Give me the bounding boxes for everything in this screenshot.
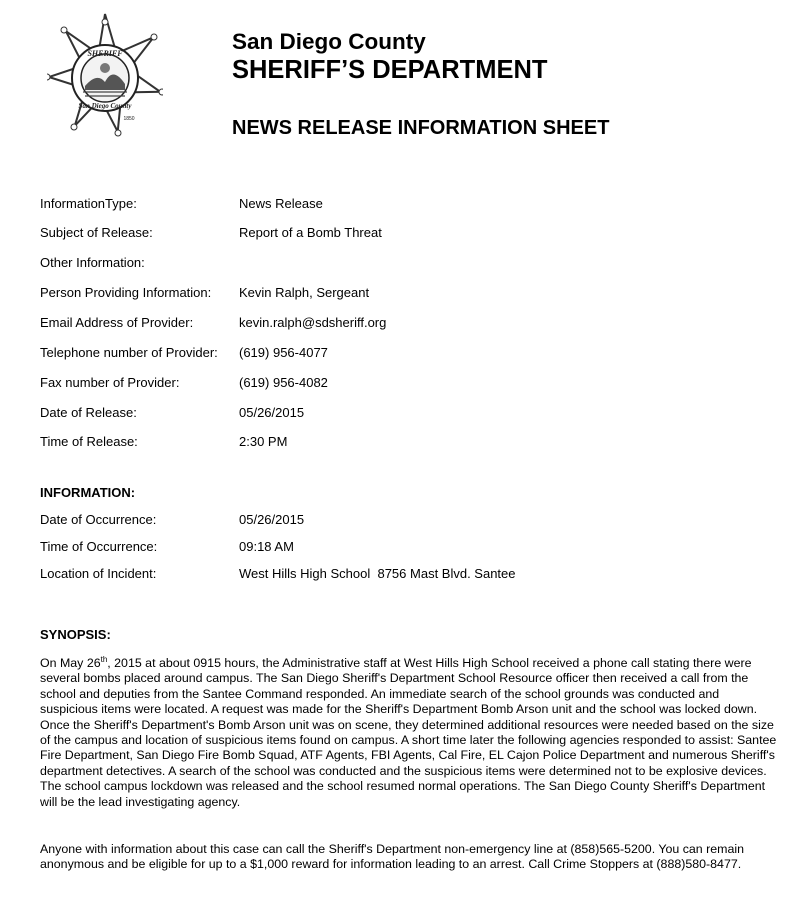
- badge-year: 1850: [123, 116, 135, 122]
- synopsis-paragraph: [40, 656, 780, 810]
- synopsis-body: , 2015 at about 0915 hours, the Administrative staff at West Hills High School received a phone call stating there were several bombs placed around campus. The San Diego Sheriff's Department School Resource officer then received a call from the school and deputies from the Santee Command responded. An immediate search of the school grounds was conducted and suspicious items were located. A request was made for the Sheriff's Department Bomb Arson unit and the school was locked down. Once the Sheriff's Department's Bomb Arson unit was on scene, they determined additional resources were needed based on the size of the campus and location of suspicious items found on campus. A short time later the following agencies responded to assist: Santee Fire Department, San Diego Fire Bomb Squad, ATF Agents, FBI Agents, Cal Fire, EL Cajon Police Department and numerous Sheriff's department detectives. A search of the school was conducted and the suspicious items were determined not to be explosive devices. The school campus lockdown was released and the school resumed normal operations. The San Diego County Sheriff's Department will be the lead investigating agency.: [40, 656, 777, 809]
- value-time-of-occurrence: 09:18 AM: [239, 539, 294, 554]
- label-time-of-occurrence: Time of Occurrence:: [40, 539, 158, 554]
- label-information-type: InformationType:: [40, 196, 137, 211]
- badge-text-bottom: San Diego County: [78, 102, 132, 110]
- synopsis-start: On May 26: [40, 656, 101, 670]
- label-email: Email Address of Provider:: [40, 315, 194, 330]
- label-date-of-release: Date of Release:: [40, 405, 137, 420]
- value-date-of-release: 05/26/2015: [239, 405, 305, 420]
- org-name-county: San Diego County: [232, 29, 426, 54]
- value-person-providing: Kevin Ralph, Sergeant: [239, 285, 370, 300]
- label-other-information: Other Information:: [40, 255, 145, 270]
- value-time-of-release: 2:30 PM: [239, 434, 288, 449]
- label-subject: Subject of Release:: [40, 225, 153, 240]
- sheet-title: NEWS RELEASE INFORMATION SHEET: [232, 117, 610, 139]
- sheriff-star-badge-icon: [47, 12, 163, 140]
- contact-paragraph: Anyone with information about this case can call the Sheriff's Department non-emergency line at (858)565-5200. You can remain anonymous and be eligible for up to a $1,000 reward for information leading to an arrest. Call Crime Stoppers at (888)580-8477.: [40, 842, 744, 872]
- label-telephone: Telephone number of Provider:: [40, 345, 218, 360]
- label-person-providing: Person Providing Information:: [40, 285, 212, 300]
- badge-text-top: SHERIFF: [87, 49, 123, 58]
- label-date-of-occurrence: Date of Occurrence:: [40, 512, 157, 527]
- synopsis-ordinal-suffix: th: [100, 655, 108, 664]
- label-fax: Fax number of Provider:: [40, 375, 180, 390]
- value-fax: (619) 956-4082: [239, 375, 328, 390]
- value-date-of-occurrence: 05/26/2015: [239, 512, 305, 527]
- synopsis-heading: SYNOPSIS:: [40, 627, 111, 642]
- value-telephone: (619) 956-4077: [239, 345, 328, 360]
- org-name-department: SHERIFF’S DEPARTMENT: [232, 56, 548, 84]
- value-location: West Hills High School 8756 Mast Blvd. Santee: [239, 566, 516, 581]
- information-heading: INFORMATION:: [40, 485, 136, 500]
- label-location: Location of Incident:: [40, 566, 157, 581]
- label-time-of-release: Time of Release:: [40, 434, 138, 449]
- value-subject: Report of a Bomb Threat: [239, 225, 382, 240]
- value-information-type: News Release: [239, 196, 323, 211]
- value-email: kevin.ralph@sdsheriff.org: [239, 315, 387, 330]
